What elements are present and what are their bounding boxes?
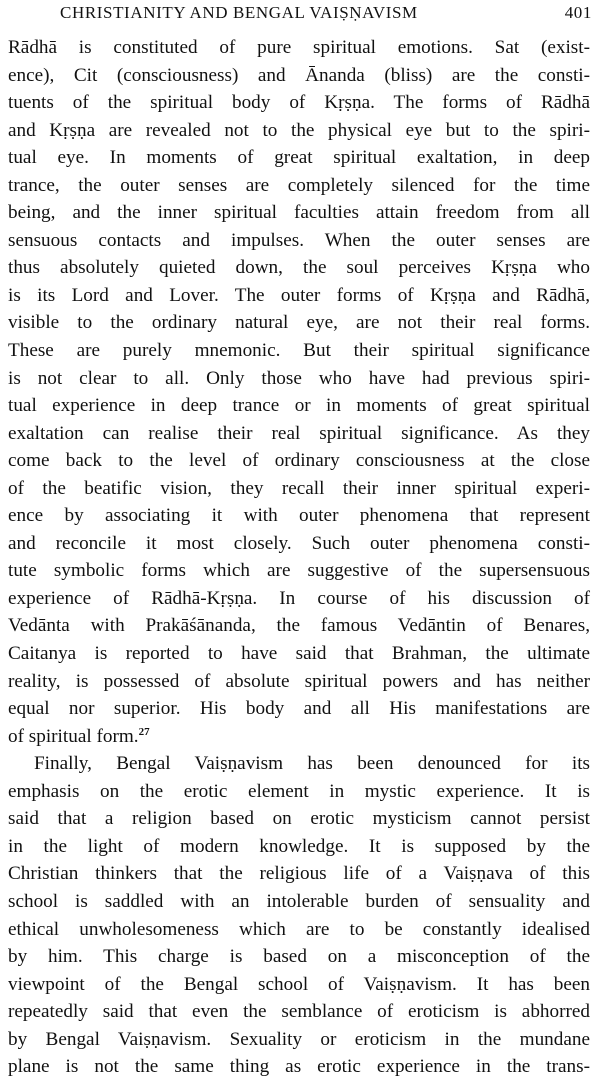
text-line-content: of spiritual form. — [8, 725, 139, 747]
text-line: is its Lord and Lover. The outer forms of Kṛṣṇa and Rādhā, — [8, 284, 590, 306]
text-line: ence by associating it with outer phenomena that represent — [8, 505, 590, 527]
paragraph-2 — [8, 750, 590, 1081]
text-line: by him. This charge is based on a misconception of the — [8, 946, 590, 968]
text-line: tute symbolic forms which are suggestive of the supersensuous — [8, 560, 590, 582]
text-line: thus absolutely quieted down, the soul perceives Kṛṣṇa who — [8, 257, 590, 279]
text-line: Finally, Bengal Vaiṣṇavism has been denounced for its — [34, 753, 590, 775]
text-line: repeatedly said that even the semblance of eroticism is abhorred — [8, 1001, 590, 1023]
text-line: said that a religion based on erotic mysticism cannot persist — [8, 808, 590, 830]
text-line: by Bengal Vaiṣṇavism. Sexuality or eroticism in the mundane — [8, 1028, 590, 1050]
text-line: and Kṛṣṇa are revealed not to the physical eye but to the spiri- — [8, 119, 590, 141]
text-line: tuents of the spiritual body of Kṛṣṇa. The forms of Rādhā — [8, 92, 590, 114]
paragraph-1 — [8, 34, 590, 750]
text-line: sensuous contacts and impulses. When the outer senses are — [8, 229, 590, 251]
running-head: CHRISTIANITY AND BENGAL VAIṢṆAVISM — [60, 3, 418, 22]
page-number: 401 — [564, 3, 592, 22]
text-line: Vedānta with Prakāśānanda, the famous Vedāntin of Benares, — [8, 615, 590, 637]
text-line: and reconcile it most closely. Such outer phenomena consti- — [8, 532, 590, 554]
text-line-last — [8, 723, 590, 751]
text-line: exaltation can realise their real spiritual significance. As they — [8, 422, 590, 444]
text-line: viewpoint of the Bengal school of Vaiṣṇavism. It has been — [8, 973, 590, 995]
text-line: plane is not the same thing as erotic experience in the trans- — [8, 1056, 590, 1078]
text-line: come back to the level of ordinary consciousness at the close — [8, 450, 590, 472]
text-line: Caitanya is reported to have said that Brahman, the ultimate — [8, 643, 590, 665]
text-line: tual eye. In moments of great spiritual exaltation, in deep — [8, 147, 590, 169]
text-line: is not clear to all. Only those who have had previous spiri- — [8, 367, 590, 389]
text-line: ethical unwholesomeness which are to be constantly idealised — [8, 918, 590, 940]
page-header — [10, 2, 592, 24]
text-line: in the light of modern knowledge. It is supposed by the — [8, 835, 590, 857]
text-line: school is saddled with an intolerable burden of sensuality and — [8, 890, 590, 912]
text-line: Rādhā is constituted of pure spiritual emotions. Sat (exist- — [8, 37, 590, 58]
text-line: visible to the ordinary natural eye, are not their real forms. — [8, 312, 590, 334]
text-line: tual experience in deep trance or in moments of great spiritual — [8, 395, 590, 417]
page-body — [8, 34, 590, 1081]
text-line: reality, is possessed of absolute spiritual powers and has neither — [8, 670, 590, 692]
footnote-reference: 27 — [138, 725, 150, 738]
text-line: of the beatific vision, they recall their inner spiritual experi- — [8, 477, 590, 499]
text-line: trance, the outer senses are completely silenced for the time — [8, 174, 590, 196]
text-line: emphasis on the erotic element in mystic experience. It is — [8, 780, 590, 802]
text-line: equal nor superior. His body and all His manifestations are — [8, 698, 590, 720]
text-line: Christian thinkers that the religious life of a Vaiṣṇava of this — [8, 863, 590, 885]
text-line: ence), Cit (consciousness) and Ānanda (bliss) are the consti- — [8, 64, 590, 86]
text-line: experience of Rādhā-Kṛṣṇa. In course of his discussion of — [8, 587, 590, 609]
text-line: being, and the inner spiritual faculties attain freedom from all — [8, 202, 590, 224]
text-line: These are purely mnemonic. But their spiritual significance — [8, 340, 590, 362]
